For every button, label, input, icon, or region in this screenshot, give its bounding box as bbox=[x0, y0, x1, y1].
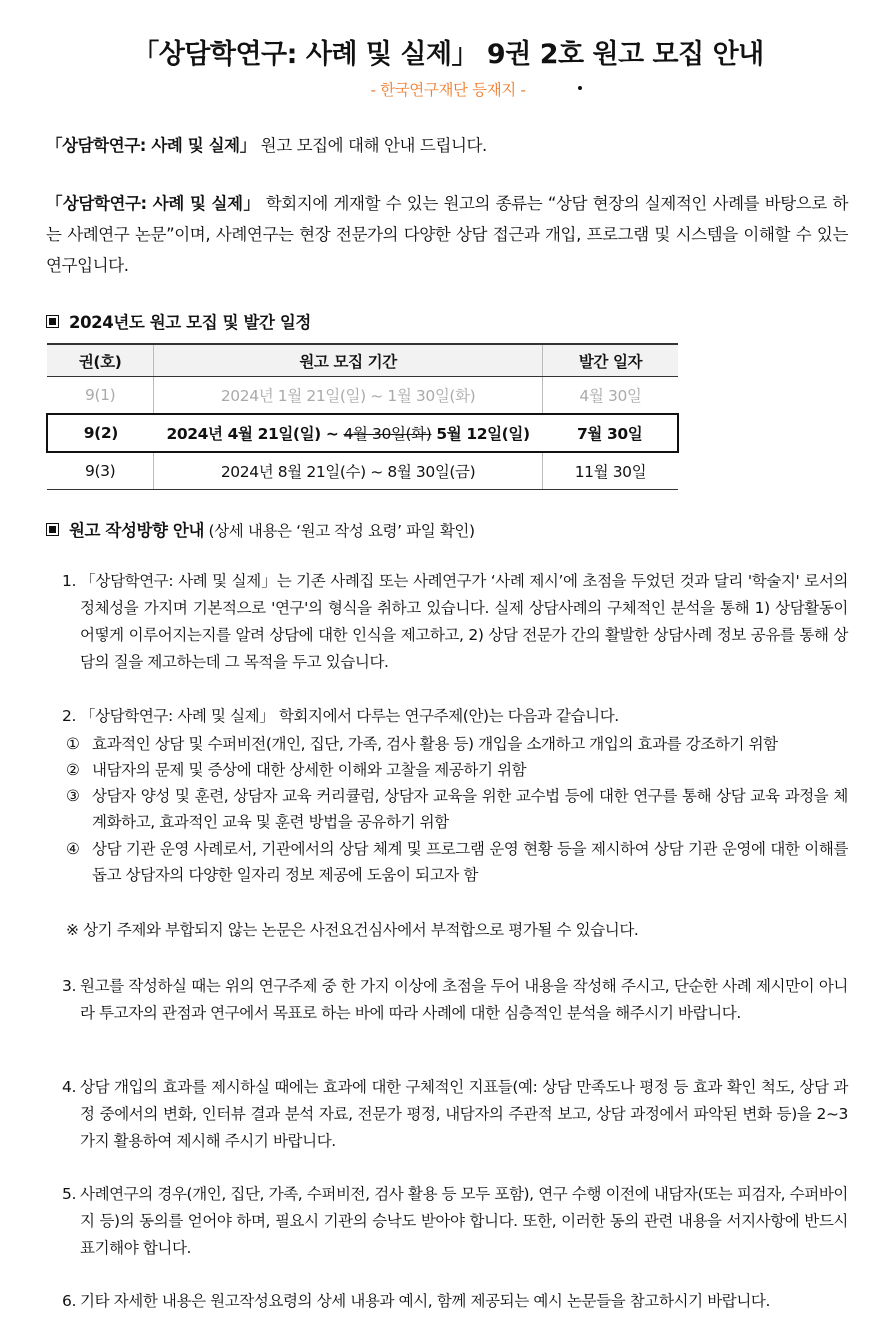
period-cell: 2024년 8월 21일(수) ~ 8월 30일(금) bbox=[154, 452, 543, 490]
issue-cell: 9(1) bbox=[85, 386, 116, 404]
guide-heading-note: (상세 내용은 ‘원고 작성 요령’ 파일 확인) bbox=[204, 522, 475, 540]
intro-text: 학회지에 게재할 수 있는 원고의 종류는 “상담 현장의 실제적인 사례를 바탕으로 하는 사례연구 논문”이며, 사례연구는 현장 전문가의 다양한 상담 접근과 개입, 프로그램 및 시스템을 이해할 수 있는 연구입니다. bbox=[46, 194, 848, 275]
item-text: 「상담학연구: 사례 및 실제」 학회지에서 다루는 연구주제(안)는 다음과 같습니다. bbox=[80, 707, 619, 725]
item-text: 사례연구의 경우(개인, 집단, 가족, 수퍼비전, 검사 활용 등 모두 포함), 연구 수행 이전에 내담자(또는 피검자, 수퍼바이지 등)의 동의를 얻어야 하며, 필요시 기관의 승낙도 받아야 합니다. 또한, 이러한 동의 관련 내용을 서지사항에 반드시 표기해야 합니다. bbox=[80, 1185, 848, 1257]
guide-item-6 bbox=[62, 1288, 848, 1315]
publish-cell: 4월 30일 bbox=[542, 377, 678, 415]
schedule-heading-text: 2024년도 원고 모집 및 발간 일정 bbox=[69, 313, 311, 332]
guide-heading-text: 원고 작성방향 안내 bbox=[69, 521, 205, 540]
topic-number: ② bbox=[66, 761, 80, 779]
topic-text: 상담자 양성 및 훈련, 상담자 교육 커리큘럼, 상담자 교육을 위한 교수법 등에 대한 연구를 통해 상담 교육 과정을 체계화하고, 효과적인 교육 및 훈련 방법을 공유하기 위함 bbox=[92, 787, 848, 831]
header-issue: 권(호) bbox=[47, 344, 154, 377]
table-row-current bbox=[47, 414, 678, 452]
guide-item-3 bbox=[62, 973, 848, 1027]
item-text: 기타 자세한 내용은 원고작성요령의 상세 내용과 예시, 함께 제공되는 예시 논문들을 참고하시기 바랍니다. bbox=[80, 1292, 771, 1310]
item-number: 3. bbox=[62, 977, 76, 995]
topic-number: ① bbox=[66, 735, 80, 753]
topic-text: 효과적인 상담 및 수퍼비전(개인, 집단, 가족, 검사 활용 등) 개입을 소개하고 개입의 효과를 강조하기 위함 bbox=[92, 735, 778, 753]
subtitle: - 한국연구재단 등재지 - bbox=[370, 81, 526, 99]
item-number: 1. bbox=[62, 572, 76, 590]
period-start: 2024년 4월 21일(일) ~ bbox=[166, 425, 344, 443]
period-cell: 2024년 1월 21일(일) ~ 1월 30일(화) bbox=[154, 377, 543, 415]
stray-dot bbox=[578, 86, 582, 90]
journal-name: 「상담학연구: 사례 및 실제」 bbox=[46, 136, 256, 155]
item-number: 5. bbox=[62, 1185, 76, 1203]
table-row bbox=[47, 377, 678, 415]
header-period: 원고 모집 기간 bbox=[154, 344, 543, 377]
table-row bbox=[47, 452, 678, 490]
guide-heading bbox=[46, 517, 475, 541]
item-text: 원고를 작성하실 때는 위의 연구주제 중 한 가지 이상에 초점을 두어 내용을 작성해 주시고, 단순한 사례 제시만이 아니라 투고자의 관점과 연구에서 목표로 하는 바에 따라 사례에 대한 심층적인 분석을 해주시기 바랍니다. bbox=[80, 977, 848, 1022]
topic-number: ③ bbox=[66, 787, 80, 805]
square-bullet-icon bbox=[46, 315, 59, 328]
schedule-table bbox=[46, 343, 679, 490]
publish-cell: 11월 30일 bbox=[542, 452, 678, 490]
item-number: 6. bbox=[62, 1292, 76, 1310]
square-bullet-icon bbox=[46, 523, 59, 536]
intro-paragraph-1 bbox=[46, 130, 848, 161]
table-header bbox=[47, 344, 678, 377]
guide-item-4 bbox=[62, 1074, 848, 1155]
topic-4 bbox=[66, 836, 848, 888]
guide-item-2 bbox=[62, 703, 848, 730]
schedule-heading bbox=[46, 309, 311, 333]
topic-text: 상담 기관 운영 사례로서, 기관에서의 상담 체계 및 프로그램 운영 현황 등을 제시하여 상담 기관 운영에 대한 이해를 돕고 상담자의 다양한 일자리 정보 제공에 도움이 되고자 함 bbox=[92, 840, 848, 884]
guide-item-5 bbox=[62, 1181, 848, 1262]
journal-name: 「상담학연구: 사례 및 실제」 bbox=[46, 194, 261, 213]
intro-text: 원고 모집에 대해 안내 드립니다. bbox=[255, 136, 487, 155]
extended-deadline: 5월 12일(일) bbox=[431, 425, 530, 443]
publish-cell: 7월 30일 bbox=[542, 414, 678, 452]
issue-cell: 9(3) bbox=[47, 452, 154, 490]
item-text: 상담 개입의 효과를 제시하실 때에는 효과에 대한 구체적인 지표들(예: 상담 만족도나 평정 등 효과 확인 척도, 상담 과정 중에서의 변화, 인터뷰 결과 분석 자료, 전문가 평정, 내담자의 주관적 보고, 상담 과정에서 파악된 변화 등)을 2~3가지 활용하여 제시해 주시기 바랍니다. bbox=[80, 1078, 848, 1150]
topic-number: ④ bbox=[66, 840, 80, 858]
issue-cell: 9(2) bbox=[47, 414, 154, 452]
remark: ※ 상기 주제와 부합되지 않는 논문은 사전요건심사에서 부적합으로 평가될 수 있습니다. bbox=[66, 921, 639, 939]
topic-text: 내담자의 문제 및 증상에 대한 상세한 이해와 고찰을 제공하기 위함 bbox=[92, 761, 527, 779]
period-cell bbox=[154, 414, 543, 452]
topic-3 bbox=[66, 783, 848, 835]
item-number: 2. bbox=[62, 707, 76, 725]
guide-item-1 bbox=[62, 568, 848, 676]
struck-deadline: 4월 30일(화) bbox=[343, 425, 432, 443]
header-publish: 발간 일자 bbox=[542, 344, 678, 377]
item-text: 「상담학연구: 사례 및 실제」는 기존 사례집 또는 사례연구가 ‘사례 제시’에 초점을 두었던 것과 달리 '학술지' 로서의 정체성을 가지며 기본적으로 '연구'의 형식을 취하고 있습니다. 실제 상담사례의 구체적인 분석을 통해 1) 상담활동이 어떻게 이루어지는지를 알려 상담에 대한 인식을 제고하고, 2) 상담 전문가 간의 활발한 상담사례 정보 공유를 통해 상담의 질을 제고하는데 그 목적을 두고 있습니다. bbox=[80, 572, 848, 671]
topic-1 bbox=[66, 731, 848, 757]
intro-paragraph-2 bbox=[46, 188, 848, 281]
item-number: 4. bbox=[62, 1078, 76, 1096]
page-title: 「상담학연구: 사례 및 실제」 9권 2호 원고 모집 안내 bbox=[132, 39, 764, 70]
topic-2 bbox=[66, 757, 848, 783]
